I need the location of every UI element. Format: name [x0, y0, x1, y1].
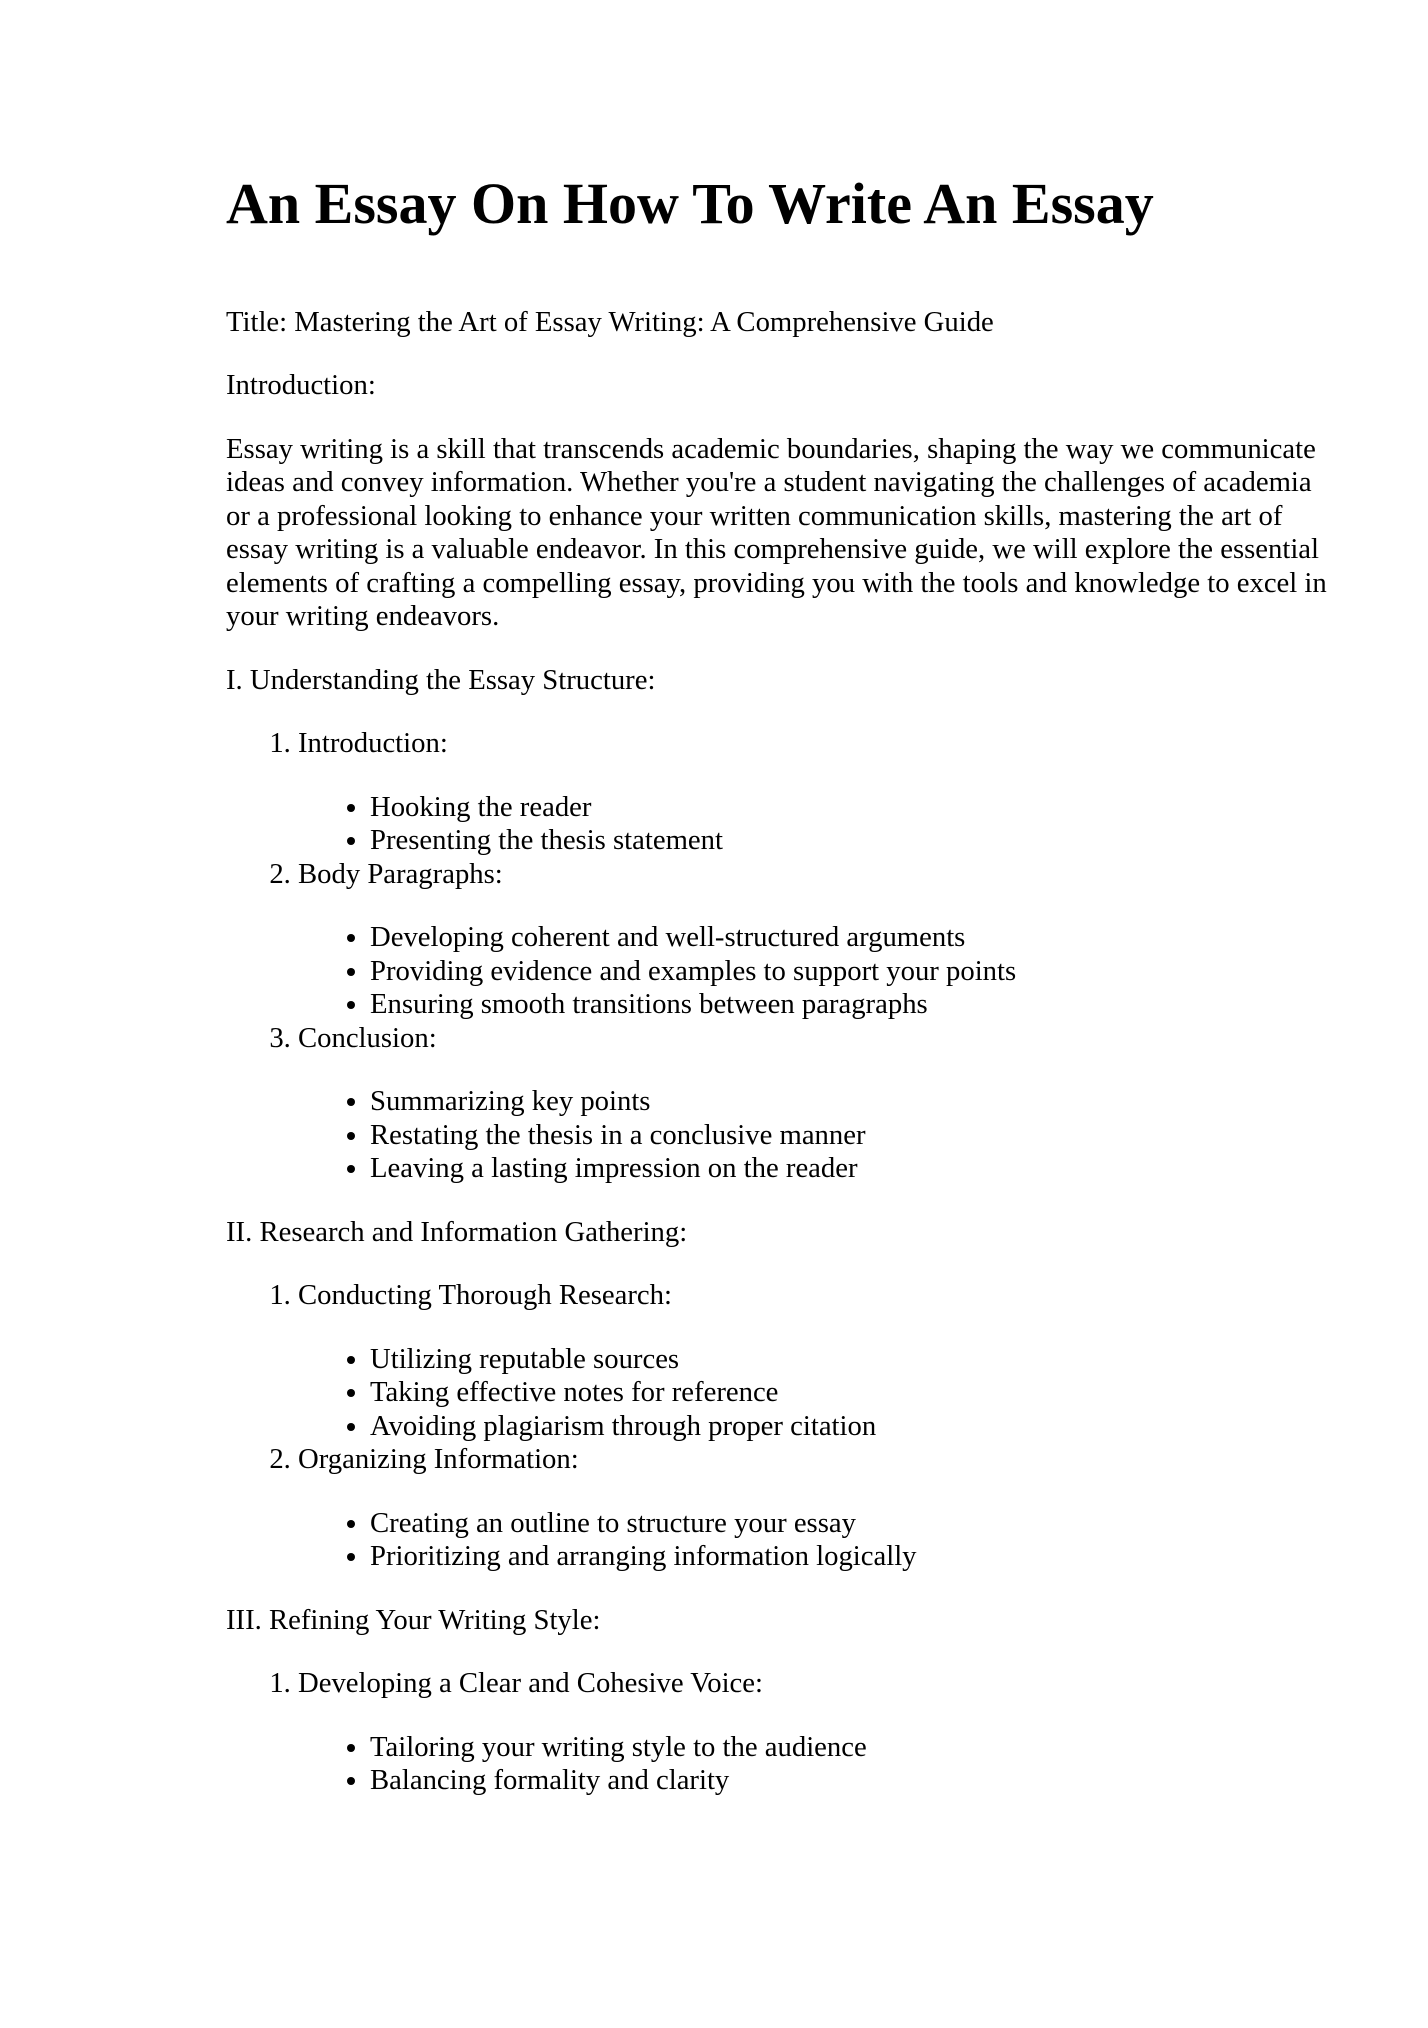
bullet-item: • Taking effective notes for reference — [370, 1376, 1338, 1410]
bullet-item: • Providing evidence and examples to support your points — [370, 955, 1338, 989]
bullet-item: • Prioritizing and arranging information logically — [370, 1540, 1338, 1574]
bullet-item: • Creating an outline to structure your essay — [370, 1507, 1338, 1541]
essay-section — [226, 664, 1338, 1186]
bullet-list — [298, 1507, 1338, 1574]
numbered-item-label: 1. Developing a Clear and Cohesive Voice: — [298, 1667, 763, 1700]
numbered-item — [298, 858, 1338, 1022]
numbered-item-label: 2. Organizing Information: — [298, 1443, 579, 1476]
bullet-item: • Presenting the thesis statement — [370, 824, 1338, 858]
bullet-item: • Tailoring your writing style to the audience — [370, 1731, 1338, 1765]
sections-container — [226, 664, 1338, 1798]
numbered-list — [226, 1667, 1338, 1798]
bullet-list — [298, 1343, 1338, 1444]
numbered-item-label: 1. Conducting Thorough Research: — [298, 1279, 672, 1312]
bullet-list — [298, 1731, 1338, 1798]
numbered-item-label: 2. Body Paragraphs: — [298, 857, 503, 890]
bullet-item: • Restating the thesis in a conclusive manner — [370, 1119, 1338, 1153]
bullet-item: • Balancing formality and clarity — [370, 1764, 1338, 1798]
numbered-item — [298, 1667, 1338, 1798]
bullet-item: • Leaving a lasting impression on the reader — [370, 1152, 1338, 1186]
essay-section — [226, 1216, 1338, 1574]
section-heading: I. Understanding the Essay Structure: — [226, 663, 656, 696]
bullet-list — [298, 1085, 1338, 1186]
essay-section — [226, 1604, 1338, 1798]
numbered-item — [298, 1443, 1338, 1574]
bullet-list — [298, 921, 1338, 1022]
numbered-list — [226, 1279, 1338, 1574]
bullet-item: • Developing coherent and well-structured arguments — [370, 921, 1338, 955]
bullet-list — [298, 791, 1338, 858]
numbered-item — [298, 1022, 1338, 1186]
numbered-item — [298, 727, 1338, 858]
document-title: An Essay On How To Write An Essay — [226, 171, 1154, 236]
bullet-item: • Utilizing reputable sources — [370, 1343, 1338, 1377]
introduction-label: Introduction: — [226, 369, 376, 402]
bullet-item: • Ensuring smooth transitions between paragraphs — [370, 988, 1338, 1022]
bullet-item: • Summarizing key points — [370, 1085, 1338, 1119]
numbered-list — [226, 727, 1338, 1186]
numbered-item-label: 3. Conclusion: — [298, 1021, 437, 1054]
numbered-item-label: 1. Introduction: — [298, 727, 448, 760]
bullet-item: • Hooking the reader — [370, 791, 1338, 825]
section-heading: III. Refining Your Writing Style: — [226, 1603, 601, 1636]
introduction-paragraph: Essay writing is a skill that transcends academic boundaries, shaping the way we communicate ideas and convey information. Whether you're a student navigating the challenges of academia or a professional looking to enhance your written communication skills, mastering the art of essay writing is a valuable endeavor. In this comprehensive guide, we will explore the essential elements of crafting a compelling essay, providing you with the tools and knowledge to excel in your writing endeavors. — [226, 432, 1327, 633]
numbered-item — [298, 1279, 1338, 1443]
essay-title-line: Title: Mastering the Art of Essay Writing: A Comprehensive Guide — [226, 305, 994, 338]
document-content — [226, 0, 1338, 1798]
bullet-item: • Avoiding plagiarism through proper citation — [370, 1410, 1338, 1444]
section-heading: II. Research and Information Gathering: — [226, 1215, 688, 1248]
